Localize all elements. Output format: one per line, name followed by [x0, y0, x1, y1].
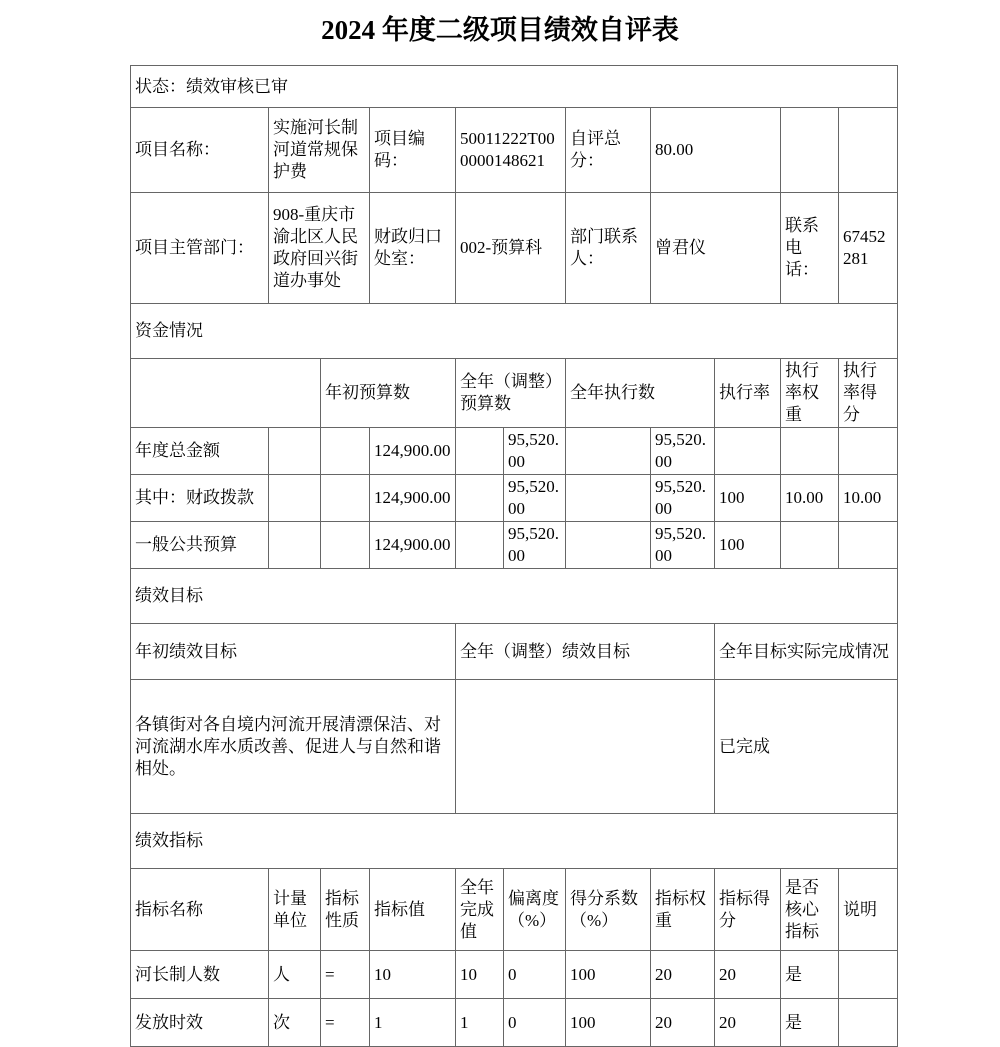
phone-value: 67452281 [839, 193, 898, 304]
fund-rate [715, 428, 781, 475]
goals-section-title: 绩效目标 [131, 569, 898, 624]
fund-executed: 95,520.00 [651, 522, 715, 569]
fund-rate-score: 10.00 [839, 475, 898, 522]
fund-rate: 100 [715, 522, 781, 569]
empty-cell [131, 359, 321, 428]
funds-section-title: 资金情况 [131, 304, 898, 359]
indicator-core: 是 [781, 999, 839, 1047]
funds-header-rate-weight: 执行率权重 [781, 359, 839, 428]
dept-value: 908-重庆市渝北区人民政府回兴街道办事处 [269, 193, 370, 304]
empty-cell [321, 475, 370, 522]
empty-cell [839, 108, 898, 193]
fund-rate-score [839, 428, 898, 475]
self-score-label: 自评总分： [566, 108, 651, 193]
indicator-nature: = [321, 999, 370, 1047]
empty-cell [269, 522, 321, 569]
indicator-completed: 1 [456, 999, 504, 1047]
goals-header-actual: 全年目标实际完成情况 [715, 624, 898, 680]
indicator-header-coefficient: 得分系数（%） [566, 869, 651, 951]
fund-rate-weight [781, 428, 839, 475]
indicator-core: 是 [781, 951, 839, 999]
fund-row-label: 年度总金额 [131, 428, 269, 475]
finance-office-label: 财政归口处室： [370, 193, 456, 304]
indicator-header-score: 指标得分 [715, 869, 781, 951]
fund-executed: 95,520.00 [651, 475, 715, 522]
dept-label: 项目主管部门： [131, 193, 269, 304]
indicator-note [839, 999, 898, 1047]
indicator-header-nature: 指标性质 [321, 869, 370, 951]
fund-initial-budget: 124,900.00 [370, 428, 456, 475]
status-row [131, 66, 898, 108]
goal-initial-text: 各镇街对各自境内河流开展清漂保洁、对河流湖水库水质改善、促进人与自然和谐相处。 [131, 680, 456, 814]
funds-header-row [131, 359, 898, 428]
fund-adjusted-budget: 95,520.00 [504, 475, 566, 522]
contact-value: 曾君仪 [651, 193, 781, 304]
indicator-target: 1 [370, 999, 456, 1047]
empty-cell [321, 522, 370, 569]
fund-rate-weight [781, 522, 839, 569]
fund-initial-budget: 124,900.00 [370, 522, 456, 569]
fund-rate: 100 [715, 475, 781, 522]
fund-adjusted-budget: 95,520.00 [504, 428, 566, 475]
indicator-row [131, 999, 898, 1047]
indicator-weight: 20 [651, 951, 715, 999]
phone-label: 联系电话： [781, 193, 839, 304]
indicator-coefficient: 100 [566, 999, 651, 1047]
indicators-header-row [131, 869, 898, 951]
goals-header-adjusted: 全年（调整）绩效目标 [456, 624, 715, 680]
indicator-target: 10 [370, 951, 456, 999]
empty-cell [456, 522, 504, 569]
evaluation-table [130, 65, 898, 1047]
indicator-score: 20 [715, 999, 781, 1047]
goal-actual-text: 已完成 [715, 680, 898, 814]
indicator-note [839, 951, 898, 999]
funds-header-adjusted: 全年（调整）预算数 [456, 359, 566, 428]
project-code-value: 50011222T000000148621 [456, 108, 566, 193]
funds-header-executed: 全年执行数 [566, 359, 715, 428]
fund-initial-budget: 124,900.00 [370, 475, 456, 522]
fund-adjusted-budget: 95,520.00 [504, 522, 566, 569]
self-score-value: 80.00 [651, 108, 781, 193]
fund-rate-score [839, 522, 898, 569]
indicator-header-weight: 指标权重 [651, 869, 715, 951]
project-name-value: 实施河长制河道常规保护费 [269, 108, 370, 193]
funds-header-rate-score: 执行率得分 [839, 359, 898, 428]
funds-section-row [131, 304, 898, 359]
contact-label: 部门联系人： [566, 193, 651, 304]
indicator-header-unit: 计量单位 [269, 869, 321, 951]
indicator-score: 20 [715, 951, 781, 999]
empty-cell [269, 475, 321, 522]
project-info-row-2 [131, 193, 898, 304]
fund-row [131, 522, 898, 569]
funds-header-rate: 执行率 [715, 359, 781, 428]
indicator-header-target: 指标值 [370, 869, 456, 951]
empty-cell [456, 475, 504, 522]
goal-adjusted-text [456, 680, 715, 814]
indicator-header-name: 指标名称 [131, 869, 269, 951]
indicator-header-note: 说明 [839, 869, 898, 951]
finance-office-value: 002-预算科 [456, 193, 566, 304]
indicator-header-core: 是否核心指标 [781, 869, 839, 951]
empty-cell [566, 428, 651, 475]
indicator-completed: 10 [456, 951, 504, 999]
empty-cell [269, 428, 321, 475]
indicator-name: 发放时效 [131, 999, 269, 1047]
indicator-deviation: 0 [504, 951, 566, 999]
empty-cell [566, 522, 651, 569]
indicator-unit: 人 [269, 951, 321, 999]
goals-header-initial: 年初绩效目标 [131, 624, 456, 680]
indicator-unit: 次 [269, 999, 321, 1047]
indicator-name: 河长制人数 [131, 951, 269, 999]
status-text: 状态：绩效审核已审 [131, 66, 898, 108]
project-info-row-1 [131, 108, 898, 193]
empty-cell [456, 428, 504, 475]
indicator-coefficient: 100 [566, 951, 651, 999]
goals-header-row [131, 624, 898, 680]
empty-cell [566, 475, 651, 522]
fund-rate-weight: 10.00 [781, 475, 839, 522]
fund-executed: 95,520.00 [651, 428, 715, 475]
indicator-weight: 20 [651, 999, 715, 1047]
project-name-label: 项目名称： [131, 108, 269, 193]
indicator-header-completed: 全年完成值 [456, 869, 504, 951]
indicator-deviation: 0 [504, 999, 566, 1047]
indicator-nature: = [321, 951, 370, 999]
goals-body-row [131, 680, 898, 814]
fund-row [131, 475, 898, 522]
page-title: 2024 年度二级项目绩效自评表 [321, 15, 679, 45]
goals-section-row [131, 569, 898, 624]
empty-cell [321, 428, 370, 475]
indicator-row [131, 951, 898, 999]
indicator-header-deviation: 偏离度（%） [504, 869, 566, 951]
project-code-label: 项目编码： [370, 108, 456, 193]
fund-row-label: 一般公共预算 [131, 522, 269, 569]
fund-row [131, 428, 898, 475]
indicators-section-title: 绩效指标 [131, 814, 898, 869]
empty-cell [781, 108, 839, 193]
funds-header-initial: 年初预算数 [321, 359, 456, 428]
fund-row-label: 其中：财政拨款 [131, 475, 269, 522]
indicators-section-row [131, 814, 898, 869]
